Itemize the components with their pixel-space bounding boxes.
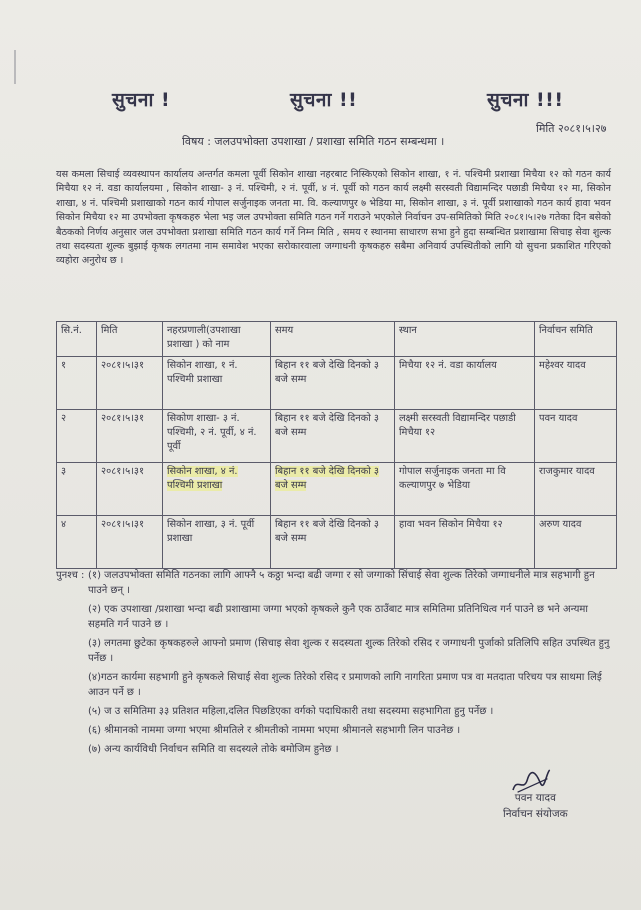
note-item	[56, 568, 616, 598]
cell-sn: ४	[57, 516, 97, 569]
note-item	[56, 704, 616, 719]
cell-sn: ३	[57, 463, 97, 516]
table-row	[57, 516, 617, 569]
cell-time	[271, 463, 395, 516]
note-item	[56, 670, 616, 700]
note-text: (४)गठन कार्यमा सहभागी हुने कृषकले सिचाई सेवा शुल्क तिरेको रसिद र प्रमाणको लागि नागरिता प्रमाण पत्र वा मतदाता परिचय पत्र साथमा लिई आउन पर्ने छ ।	[88, 672, 602, 698]
table-header-row	[57, 322, 617, 357]
col-header-place: स्थान	[395, 322, 535, 357]
note-text: (६) श्रीमानको नाममा जग्गा भएमा श्रीमतिले र श्रीमतीको नाममा भएमा श्रीमानले सहभागी लिन पाउनेछ ।	[88, 725, 461, 736]
notice-heading-2: सुचना !!	[290, 89, 358, 111]
note-item	[56, 723, 616, 738]
cell-sn: २	[57, 410, 97, 463]
cell-canal-name: सिकोन शाखा, ३ नं. पूर्वी प्रशाखा	[163, 516, 271, 569]
notice-body-paragraph: यस कमला सिचाई व्यवस्थापन कार्यालय अन्तर्गत कमला पूर्वी सिकोन शाखा नहरबाट निस्किएको सिकोन शाखा, १ नं. पश्चिमी प्रशाखा मिचैया १२ को गठन कार्य मिचैया १२ नं. वडा कार्यालयमा , सिकोन शाखा- ३ नं. पश्चिमी, २ नं. पूर्वी, ४ नं. पूर्वी को गठन कार्य लक्ष्मी सरस्वती विद्यामन्दिर पछाडी मिचैया १२ मा, सिकोन शाखा, ४ नं. पश्चिमी प्रशाखाको गठन कार्य गोपाल सर्जुनाइक जनता मा. वि. कल्याणपुर ७ भेडिया मा, सिकोन शाखा, ३ नं. पूर्वी प्रशाखाको गठन कार्य हावा भवन सिकोन मिचैया १२ मा उपभोक्ता कृषकहरु भेला भइ जल उपभोक्ता समिति गठन गर्ने गराउने भएकोले निर्वाचन उप-समितिको मिति २०८१।५।२७ गतेका दिन बसेको बैठकको निर्णय अनुसार जल उपभोक्ता प्रशाखा समिति गठन कार्य गर्ने निम्न मिति , समय र स्थानमा साधारण सभा हुने हुदा सम्बन्धित प्रशाखामा सिचाइ सेवा शुल्क तथा सदस्यता शुल्क बुझाई कृषक लगतमा नाम समावेश भएका सरोकारवाला जग्गाधनी कृषकहरु सबैमा अनिवार्य उपस्थितीको लागि यो सुचना प्रकाशित गरिएको व्यहोरा अनुरोध छ ।	[56, 169, 611, 267]
cell-place: मिचैया १२ नं. वडा कार्यालय	[395, 357, 535, 410]
notice-heading-1: सुचना !	[112, 89, 171, 111]
note-text: (५) ज उ समितिमा ३३ प्रतिशत महिला,दलित पिछडिएका वर्गको पदाधिकारी तथा सदस्यमा सहभागिता हुनु पर्नेछ ।	[88, 706, 494, 717]
cell-committee: महेश्वर यादव	[535, 357, 617, 410]
notice-subject: विषय : जलउपभोक्ता उपशाखा / प्रशाखा समिति गठन सम्बन्धमा ।	[182, 135, 445, 148]
notice-date: मिति २०८१।५।२७	[536, 122, 607, 135]
cell-canal-name: सिकोण शाखा- ३ नं. पश्चिमी, २ नं. पूर्वी, ४ नं. पूर्वी	[163, 410, 271, 463]
notice-headers	[0, 86, 641, 116]
cell-committee: पवन यादव	[535, 410, 617, 463]
cell-date: २०८१।५।३१	[97, 357, 163, 410]
note-text: (१) जलउपभोक्ता समिति गठनका लागि आफ्नै ५ कठ्ठा भन्दा बढी जग्गा र सो जग्गाको सिंचाई सेवा शुल्क तिरेको जग्गाधनीले मात्र सहभागी हुन पाउने छन् ।	[88, 570, 595, 596]
col-header-date: मिति	[97, 322, 163, 357]
cell-date: २०८१।५।३१	[97, 516, 163, 569]
cell-place: हावा भवन सिकोन मिचैया १२	[395, 516, 535, 569]
cell-sn: १	[57, 357, 97, 410]
cell-committee: अरुण यादव	[535, 516, 617, 569]
signatory-block	[503, 790, 568, 822]
cell-date: २०८१।५।३१	[97, 410, 163, 463]
cell-canal-name	[163, 463, 271, 516]
cell-time: बिहान ११ बजे देखि दिनको ३ बजे सम्म	[271, 357, 395, 410]
notice-heading-3: सुचना !!!	[487, 89, 564, 111]
note-text: (७) अन्य कार्यविधी निर्वाचन समिति वा सदस्यले तोके बमोजिम हुनेछ ।	[88, 744, 339, 755]
table-row	[57, 410, 617, 463]
cell-place: गोपाल सर्जुनाइक जनता मा वि कल्याणपुर ७ भेडिया	[395, 463, 535, 516]
note-text: (३) लगतमा छुटेका कृषकहरुले आफ्नो प्रमाण (सिचाइ सेवा शुल्क र सदस्यता शुल्क तिरेको रसिद र जग्गाधनी पुर्जाको प्रतिलिपि सहित उपस्थित हुनु पर्नेछ ।	[88, 638, 610, 664]
cell-canal-name: सिकोन शाखा, १ नं. पश्चिमी प्रशाखा	[163, 357, 271, 410]
highlighted-text: बिहान ११ बजे देखि दिनको ३ बजे सम्म	[275, 466, 380, 491]
note-item	[56, 636, 616, 666]
col-header-sn: सि.नं.	[57, 322, 97, 357]
signatory-name: पवन यादव	[514, 792, 556, 804]
cell-time: बिहान ११ बजे देखि दिनको ३ बजे सम्म	[271, 410, 395, 463]
cell-date: २०८१।५।३१	[97, 463, 163, 516]
note-item	[56, 742, 616, 757]
postscript-notes	[56, 568, 616, 761]
table-row	[57, 357, 617, 410]
col-header-committee: निर्वाचन समिति	[535, 322, 617, 357]
col-header-canal-name: नहरप्रणाली(उपशाखा प्रशाखा ) को नाम	[163, 322, 271, 357]
cell-committee: राजकुमार यादव	[535, 463, 617, 516]
notes-prefix: पुनश्च :	[56, 570, 85, 581]
col-header-time: समय	[271, 322, 395, 357]
cell-place: लक्ष्मी सरस्वती विद्यामन्दिर पछाडी मिचैया १२	[395, 410, 535, 463]
table-row	[57, 463, 617, 516]
highlighted-text: सिकोन शाखा, ४ नं. पश्चिमी प्रशाखा	[167, 466, 238, 491]
cell-time: बिहान ११ बजे देखि दिनको ३ बजे सम्म	[271, 516, 395, 569]
scan-mark	[14, 50, 16, 84]
note-item	[56, 602, 616, 632]
note-text: (२) एक उपशाखा /प्रशाखा भन्दा बढी प्रशाखामा जग्गा भएको कृषकले कुनै एक ठाउँबाट मात्र समितिमा प्रतिनिधित्व गर्न पाउने छ भने अन्यमा सहमति गर्न पाउने छ ।	[88, 604, 588, 630]
schedule-table	[56, 321, 617, 569]
signatory-title: निर्वाचन संयोजक	[503, 808, 568, 820]
